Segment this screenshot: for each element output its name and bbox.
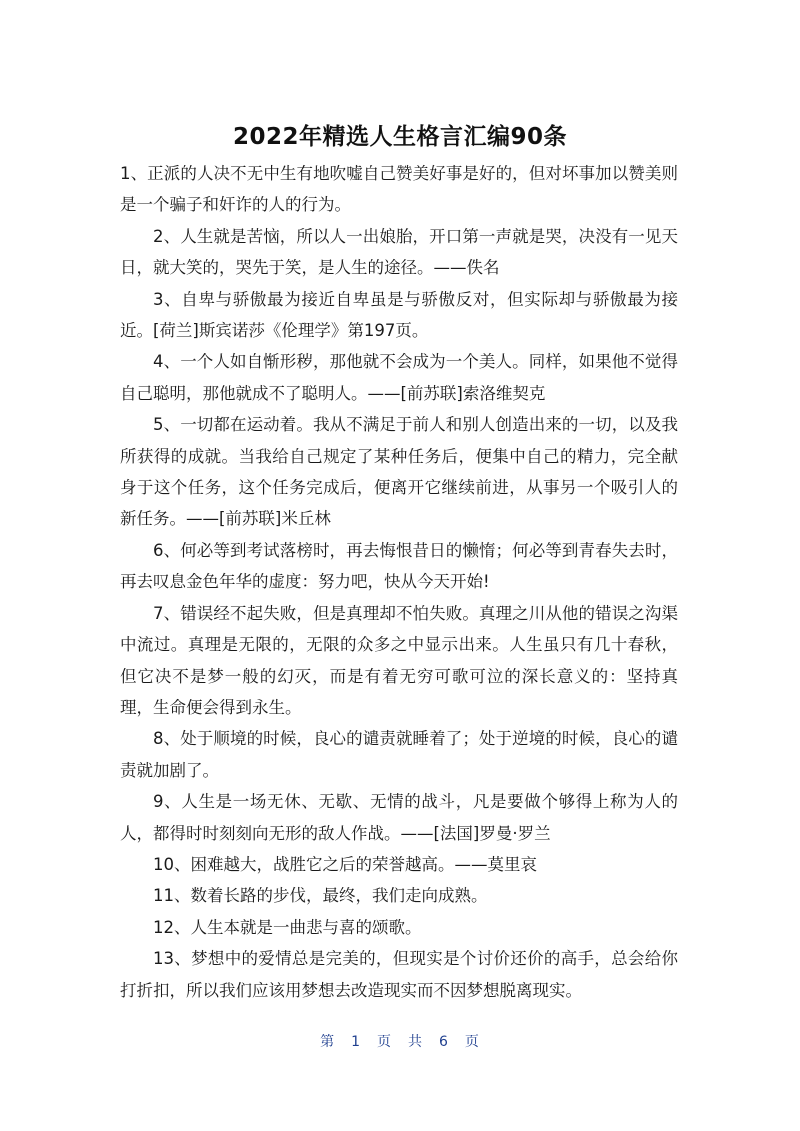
quote-paragraph-4: 4、一个人如自惭形秽，那他就不会成为一个美人。同样，如果他不觉得自己聪明，那他就成不了聪明人。——[前苏联]索洛维契克 — [120, 352, 678, 403]
quote-paragraph-1: 1、正派的人决不无中生有地吹嘘自己赞美好事是好的，但对坏事加以赞美则是一个骗子和奸诈的人的行为。 — [120, 164, 678, 215]
quote-paragraph-10: 10、困难越大，战胜它之后的荣誉越高。——莫里哀 — [153, 854, 537, 874]
quote-paragraph-5: 5、一切都在运动着。我从不满足于前人和别人创造出来的一切，以及我所获得的成就。当我给自己规定了某种任务后，便集中自己的精力，完全献身于这个任务，这个任务完成后，便离开它继续前进，从事另一个吸引人的新任务。——[前苏联]米丘林 — [120, 415, 678, 529]
quote-paragraph-13: 13、梦想中的爱情总是完美的，但现实是个讨价还价的高手，总会给你打折扣，所以我们应该用梦想去改造现实而不因梦想脱离现实。 — [120, 949, 678, 1000]
footer-total-prefix: 共 — [408, 1034, 423, 1050]
footer-page-suffix: 页 — [464, 1034, 480, 1050]
quote-paragraph-6: 6、何必等到考试落榜时，再去悔恨昔日的懒惰；何必等到青春失去时，再去叹息金色年华的虚度：努力吧，快从今天开始! — [120, 540, 678, 592]
footer-total-pages: 6 — [439, 1034, 449, 1050]
footer-page-number: 1 — [351, 1034, 361, 1050]
quote-paragraph-9: 9、人生是一场无休、无歇、无情的战斗，凡是要做个够得上称为人的人，都得时时刻刻向无形的敌人作战。——[法国]罗曼·罗兰 — [120, 792, 678, 843]
quote-paragraph-3: 3、自卑与骄傲最为接近自卑虽是与骄傲反对，但实际却与骄傲最为接近。[荷兰]斯宾诺莎《伦理学》第197页。 — [120, 289, 678, 341]
footer-page-mid: 页 — [377, 1034, 392, 1050]
quote-paragraph-12: 12、人生本就是一曲悲与喜的颂歌。 — [153, 917, 422, 937]
page-footer — [0, 1031, 800, 1051]
quote-paragraph-11: 11、数着长路的步伐，最终，我们走向成熟。 — [153, 886, 488, 906]
footer-page-prefix: 第 — [320, 1034, 336, 1050]
document-title: 2022年精选人生格言汇编90条 — [232, 124, 568, 150]
quote-paragraph-2: 2、人生就是苦恼，所以人一出娘胎，开口第一声就是哭，决没有一见天日，就大笑的，哭先于笑，是人生的途径。——佚名 — [120, 226, 678, 278]
document-body — [120, 158, 678, 1006]
quote-paragraph-8: 8、处于顺境的时候，良心的谴责就睡着了；处于逆境的时候，良心的谴责就加剧了。 — [120, 729, 678, 780]
quote-paragraph-7: 7、错误经不起失败，但是真理却不怕失败。真理之川从他的错误之沟渠中流过。真理是无限的，无限的众多之中显示出来。人生虽只有几十春秋，但它决不是梦一般的幻灭，而是有着无穷可歌可泣的深长意义的：坚持真理，生命便会得到永生。 — [120, 603, 678, 717]
